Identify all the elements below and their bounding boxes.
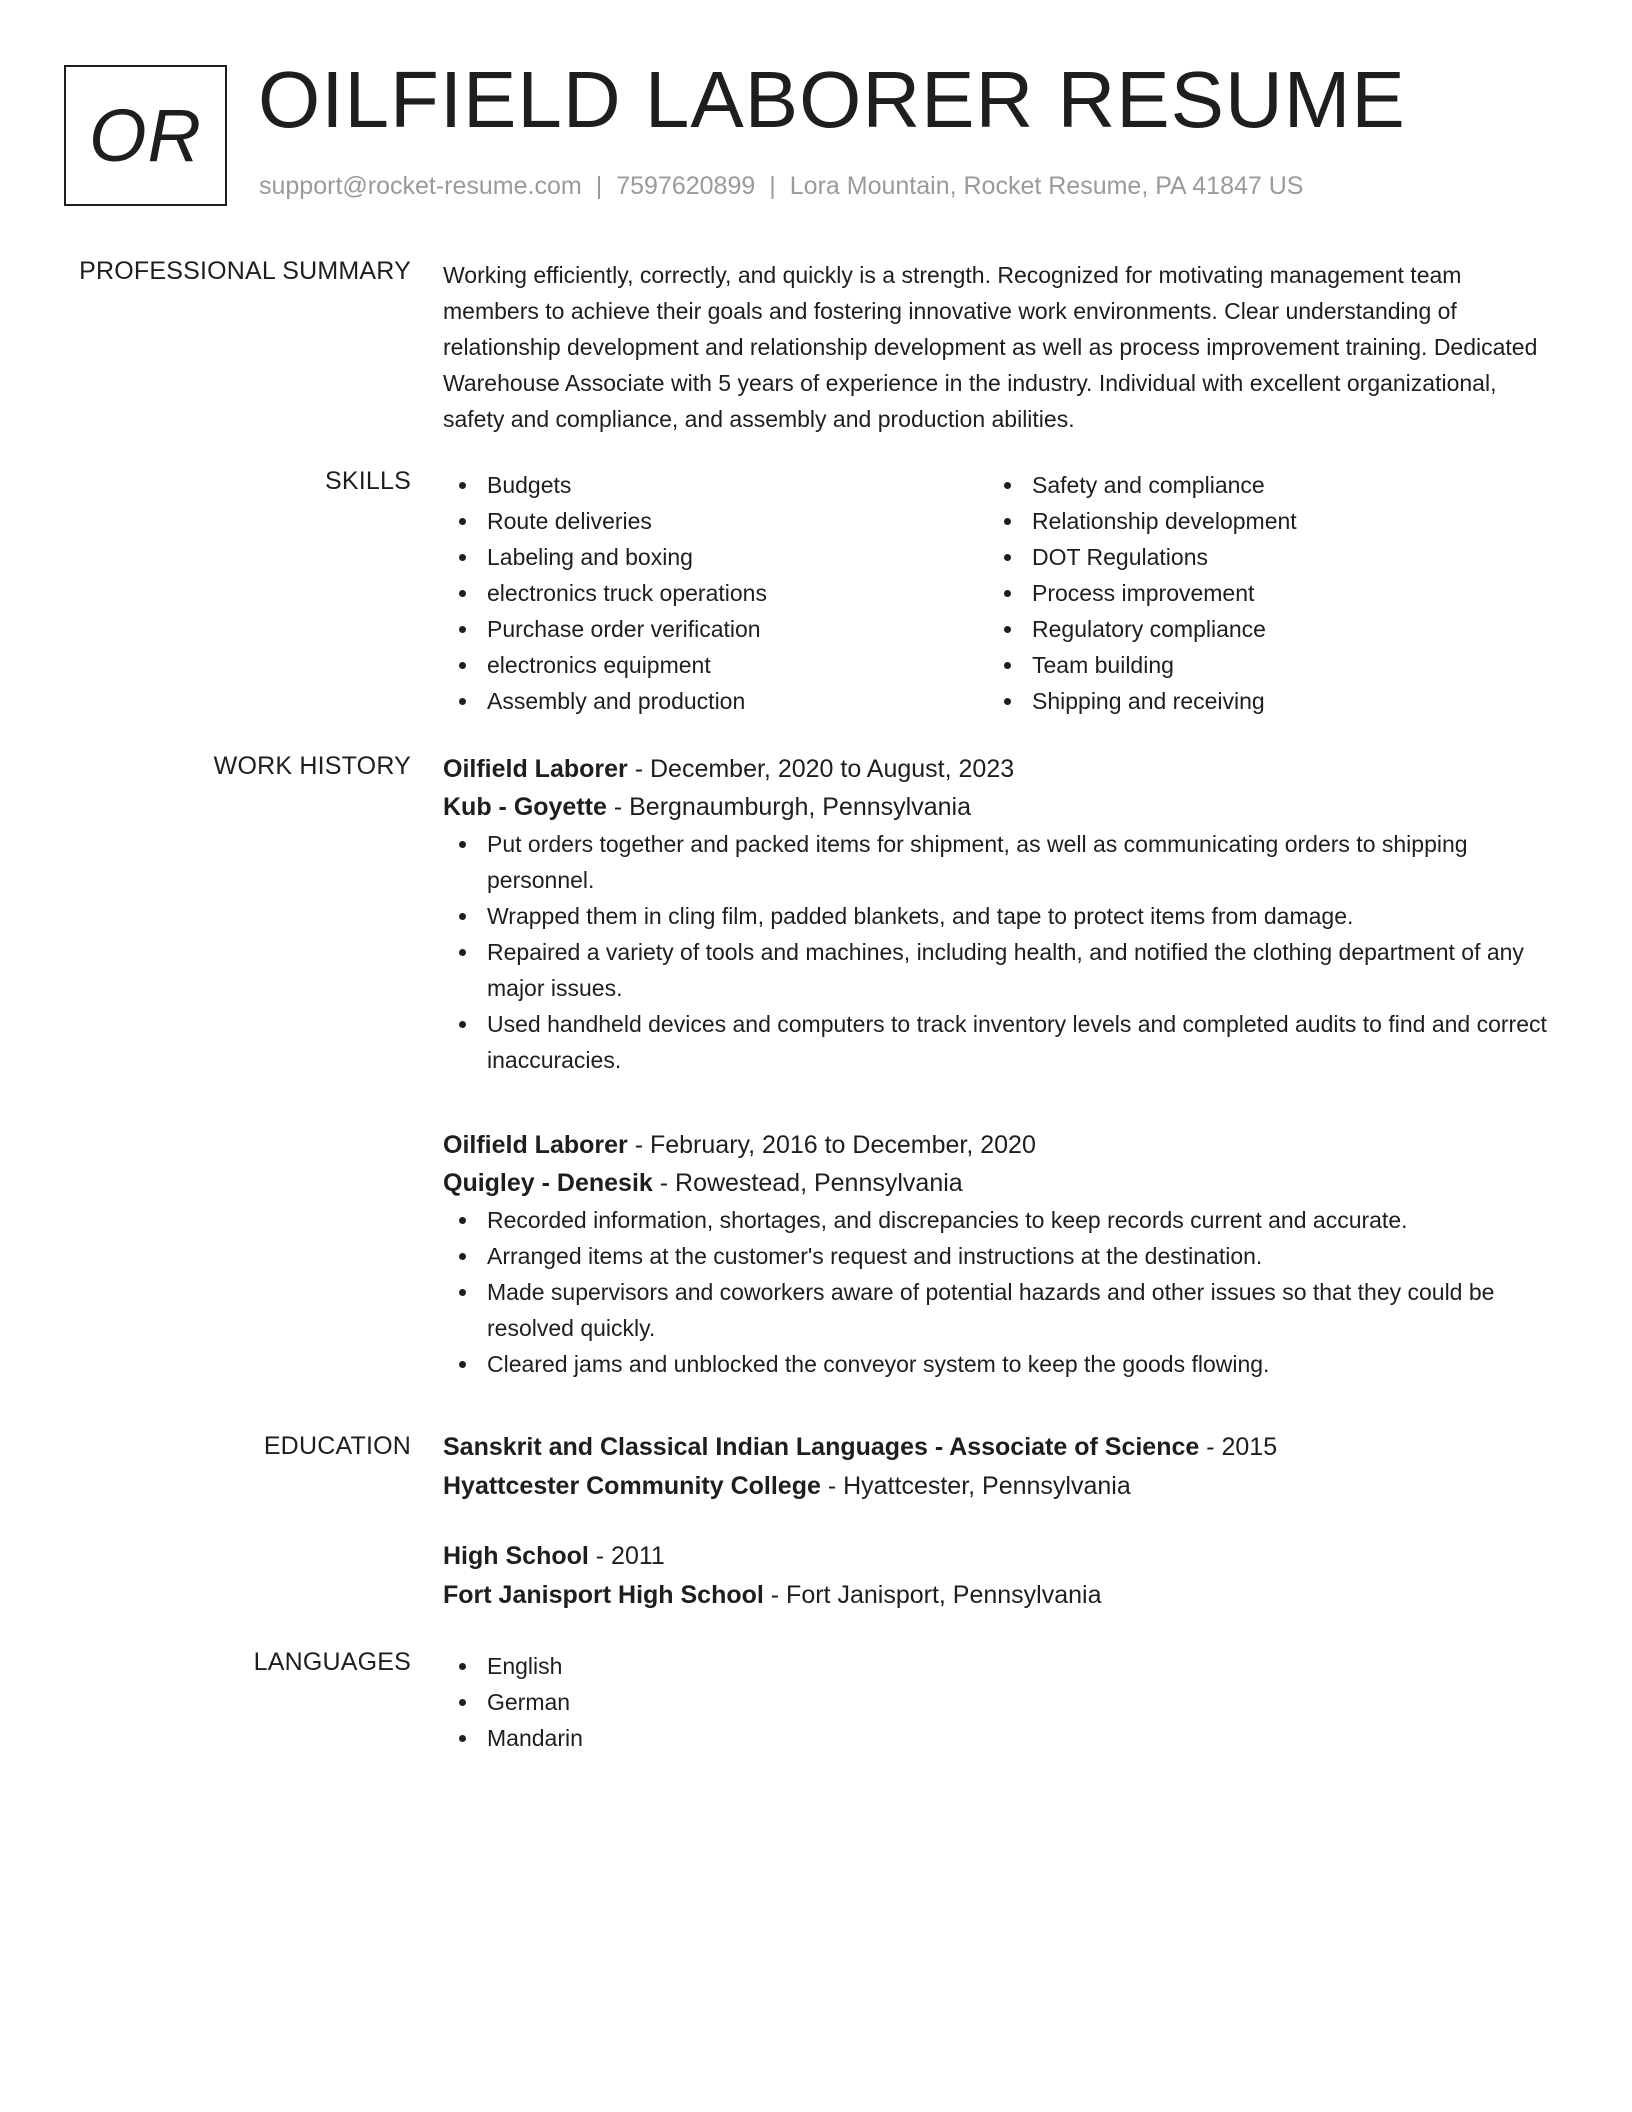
- job-entry: [443, 750, 1558, 1078]
- job-bullet: Recorded information, shortages, and discrepancies to keep records current and accurate.: [443, 1202, 1558, 1238]
- skill-item: Team building: [988, 647, 1533, 683]
- section-label-summary: PROFESSIONAL SUMMARY: [79, 257, 411, 285]
- job-responsibilities: [443, 1202, 1558, 1382]
- education-degree-line: [443, 1537, 1558, 1576]
- contact-email[interactable]: support@rocket-resume.com: [259, 172, 582, 200]
- skills-column-right: [988, 467, 1533, 719]
- contact-separator: |: [595, 172, 603, 200]
- education-location: - Hyattcester, Pennsylvania: [820, 1472, 1131, 1500]
- job-company: Quigley - Denesik: [443, 1169, 653, 1197]
- job-company-line: [443, 1164, 1558, 1202]
- job-responsibilities: [443, 826, 1558, 1078]
- contact-separator: |: [769, 172, 776, 200]
- skill-item: Process improvement: [988, 575, 1533, 611]
- languages-items: [443, 1648, 1558, 1756]
- job-location: - Rowestead, Pennsylvania: [652, 1169, 963, 1197]
- contact-address: Lora Mountain, Rocket Resume, PA 41847 US: [789, 172, 1304, 200]
- skill-item: electronics truck operations: [443, 575, 988, 611]
- education-school: Fort Janisport High School: [443, 1581, 764, 1609]
- skill-item: Budgets: [443, 467, 988, 503]
- job-bullet: Made supervisors and coworkers aware of potential hazards and other issues so that they could be resolved quickly.: [443, 1274, 1558, 1346]
- job-title-line: [443, 750, 1558, 788]
- resume-title: OILFIELD LABORER RESUME: [258, 55, 1406, 144]
- contact-phone[interactable]: 7597620899: [616, 172, 756, 200]
- language-item: German: [443, 1684, 1558, 1720]
- job-title: Oilfield Laborer: [443, 1131, 628, 1159]
- job-location: - Bergnaumburgh, Pennsylvania: [606, 793, 972, 821]
- skill-item: Assembly and production: [443, 683, 988, 719]
- job-title: Oilfield Laborer: [443, 755, 628, 783]
- job-bullet: Wrapped them in cling film, padded blankets, and tape to protect items from damage.: [443, 898, 1558, 934]
- job-company-line: [443, 788, 1558, 826]
- job-entry: [443, 1126, 1558, 1382]
- education-degree-line: [443, 1428, 1558, 1467]
- job-bullet: Put orders together and packed items for shipment, as well as communicating orders to shipping personnel.: [443, 826, 1558, 898]
- skill-item: Regulatory compliance: [988, 611, 1533, 647]
- job-bullet: Repaired a variety of tools and machines, including health, and notified the clothing department of any major issues.: [443, 934, 1558, 1006]
- education-year: - 2011: [588, 1542, 665, 1570]
- skill-item: Route deliveries: [443, 503, 988, 539]
- contact-line: [259, 172, 1303, 201]
- education-degree: Sanskrit and Classical Indian Languages - Associate of Science: [443, 1433, 1200, 1461]
- job-bullet: Arranged items at the customer's request and instructions at the destination.: [443, 1238, 1558, 1274]
- education-school-line: [443, 1467, 1558, 1506]
- language-item: Mandarin: [443, 1720, 1558, 1756]
- education-degree: High School: [443, 1542, 589, 1570]
- summary-text: Working efficiently, correctly, and quickly is a strength. Recognized for motivating management team members to achieve their goals and fostering innovative work environments. Clear understanding of relationship development and relationship development as well as process improvement training. Dedicated Warehouse Associate with 5 years of experience in the industry. Individual with excellent organizational, safety and compliance, and assembly and production abilities.: [443, 262, 1538, 432]
- languages-list: [443, 1648, 1558, 1756]
- job-company: Kub - Goyette: [443, 793, 607, 821]
- education-year: - 2015: [1199, 1433, 1278, 1461]
- education-entry: [443, 1537, 1558, 1615]
- skill-item: electronics equipment: [443, 647, 988, 683]
- skill-item: Safety and compliance: [988, 467, 1533, 503]
- job-bullet: Cleared jams and unblocked the conveyor system to keep the goods flowing.: [443, 1346, 1558, 1382]
- education-school-line: [443, 1576, 1558, 1615]
- job-bullet: Used handheld devices and computers to track inventory levels and completed audits to find and correct inaccuracies.: [443, 1006, 1558, 1078]
- skills-list: [443, 467, 1558, 719]
- job-dates: - December, 2020 to August, 2023: [627, 755, 1015, 783]
- language-item: English: [443, 1648, 1558, 1684]
- education-entry: [443, 1428, 1558, 1506]
- job-title-line: [443, 1126, 1558, 1164]
- skill-item: Relationship development: [988, 503, 1533, 539]
- monogram-logo: OR: [64, 65, 227, 206]
- skills-column-left: [443, 467, 988, 719]
- section-label-skills: SKILLS: [325, 467, 411, 495]
- skill-item: Purchase order verification: [443, 611, 988, 647]
- section-label-education: EDUCATION: [263, 1432, 411, 1460]
- section-label-languages: LANGUAGES: [253, 1648, 411, 1676]
- job-dates: - February, 2016 to December, 2020: [627, 1131, 1036, 1159]
- skill-item: DOT Regulations: [988, 539, 1533, 575]
- skill-item: Labeling and boxing: [443, 539, 988, 575]
- section-label-work-history: WORK HISTORY: [213, 752, 411, 780]
- education-location: - Fort Janisport, Pennsylvania: [763, 1581, 1102, 1609]
- education-school: Hyattcester Community College: [443, 1472, 821, 1500]
- skill-item: Shipping and receiving: [988, 683, 1533, 719]
